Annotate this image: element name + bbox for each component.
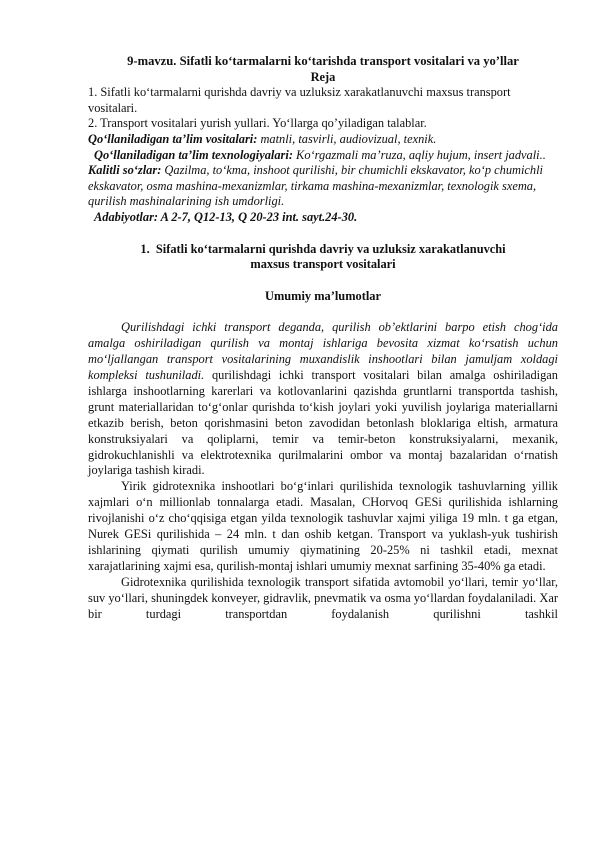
edu-tech-label: Qo‘llaniladigan ta’lim texnologiyalari: [94,147,293,162]
paragraph-1-text: qurilishdagi ichki transport vositalari bilan amalga oshiriladigan ishlarga inshootlarning karerlari va kotlovanlarini qazishda gruntlarni transportda tashish, grunt materiallaridan to‘g‘onlar qurishda to‘kish joylari yoki yuvilish joylariga materiallarni etkazib berish, beton qorishmasini beton zavodidan betonlash bloklariga eltish, armatura konstruksiyalari va qoliplarni, temir va temir-beton konstruksiyalarni, mexanik, gidrokuchlanishli va elektrotexnika qurilmalarini ombor va montaj bazalaridan o‘rnatish joylariga tashish kiradi. [88,368,558,478]
section-title-line2: maxsus transport vositalari [250,257,396,272]
edu-tools-text: matnli, tasvirli, audiovizual, texnik. [257,131,437,146]
edu-tools-line [88,132,558,148]
keywords-line [88,163,558,210]
literature-line: Adabiyotlar: A 2-7, Q12-13, Q 20-23 int. sayt.24-30. [94,209,358,224]
edu-tools-label: Qo‘llaniladigan ta’lim vositalari: [88,131,258,146]
section-heading [88,242,558,273]
plan-heading: Reja [310,69,336,84]
keywords-label: Kalitli so‘zlar: [88,163,162,178]
paragraph-3: Gidrotexnika qurilishida texnologik transport sifatida avtomobil yo‘llari, temir yo‘llar, suv yo‘llari, shuningdek konveyer, gidravlik, pnevmatik va osma yo‘llardan foydalaniladi. Xar bir turdagi transportdan foydalanish qurilishni tashkil [88,574,558,621]
paragraph-2: Yirik gidrotexnika inshootlari bo‘g‘inlari qurilishida texnologik tashuvlarning yillik xajmlari o‘n millionlab tonnalarga etadi. Masalan, CHorvoq GESi qurilishida ishlarning rivojlanishi o‘z cho‘qqisiga etgan yilda texnologik tashuvlar xajmi yiliga 19 mln. t ga etgan, Nurek GESi qurilishida – 24 mln. t dan oshib ketgan. Transport va yuklash-yuk tushirish ishlarining qiymati qurilish umumiy qiymatining 20-25% ni tashkil etadi, mexnat xarajatlarining xajmi esa, qurilish-montaj ishlari umumiy mexnat sarfining 35-40% ga etadi. [88,479,558,573]
topic-title: 9-mavzu. Sifatli ko‘tarmalarni ko‘tarishda transport vositalari va yo’llar [127,54,519,68]
keywords-text: Qazilma, to‘kma, inshoot qurilishi, bir chumichli ekskavator, ko‘p chumichli ekskavator, osma mashina-mexanizmlar, tirkama mashina-mexanizmlar, texnologik sxema, qurilish mashinalarining ish umdorligi. [88,163,543,209]
section-title-line1 [88,242,558,258]
section-number: 1. [140,241,150,256]
edu-tech-text: Ko‘rgazmali ma’ruza, aqliy hujum, insert jadvali.. [292,147,546,162]
plan-item-1: 1. Sifatli ko‘tarmalarni qurishda davriy va uzluksiz xarakatlanuvchi maxsus transport vositalari. [88,85,511,115]
subheading: Umumiy ma’lumotlar [265,288,381,303]
plan-item-2: 2. Transport vositalari yurish yullari. Yo‘llarga qo’yiladigan talablar. [88,116,427,131]
section-title-text: Sifatli ko‘tarmalarni qurishda davriy va uzluksiz xarakatlanuvchi [155,241,506,256]
document-page [88,54,558,623]
paragraph-1 [88,320,558,479]
edu-tech-line [88,148,558,164]
paragraph-1-definition: Qurilishdagi ichki transport deganda, qurilish ob’ektlarini barpo etish chog‘ida amalga oshiriladigan qurilish va montaj ishlariga bevosita xizmat ko‘rsatish uchun mo‘ljallangan transport vositalarining muxandislik inshootlari bilan jamuljam xoldagi kompleksi tushuniladi. [88,320,558,383]
